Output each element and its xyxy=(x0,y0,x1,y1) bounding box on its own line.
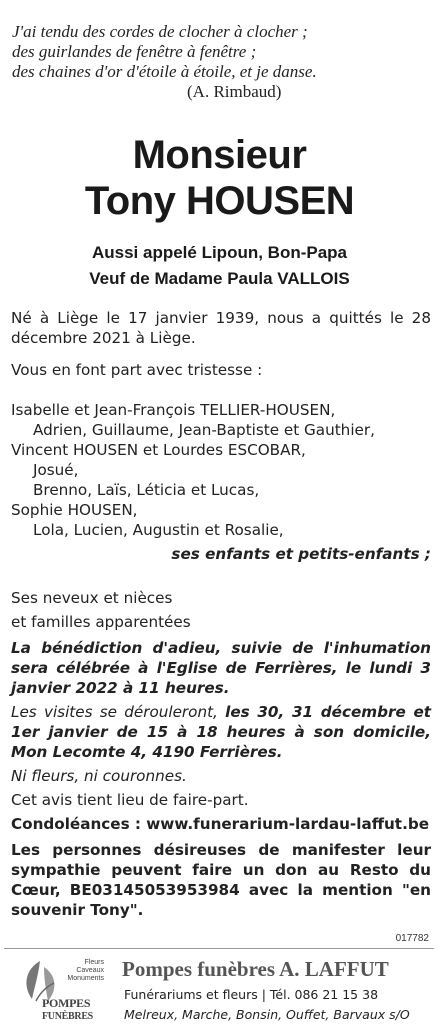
deceased-subtitle xyxy=(0,240,439,292)
family-line: Isabelle et Jean-François TELLIER-HOUSEN, xyxy=(11,401,336,419)
obituary-body xyxy=(11,308,431,920)
deceased-name-block xyxy=(0,132,439,224)
alias-line: Aussi appelé Lipoun, Bon-Papa xyxy=(91,243,348,262)
family-list xyxy=(11,400,431,540)
funeral-home-contact: Funérariums et fleurs | Tél. 086 21 15 38 xyxy=(124,987,379,1002)
family-line: Lola, Lucien, Augustin et Rosalie, xyxy=(33,521,284,539)
announcement: Vous en font part avec tristesse : xyxy=(11,361,263,379)
ceremony-paragraph: La bénédiction d'adieu, suivie de l'inhumation sera célébrée à l'Eglise de Ferrières, le lundi 3 janvier 2022 à 11 heures. xyxy=(11,639,431,697)
poem-author: (A. Rimbaud) xyxy=(187,82,282,101)
funeral-home-logo xyxy=(6,953,116,1031)
funeral-home-locations: Melreux, Marche, Bonsin, Ouffet, Barvaux s/O xyxy=(124,1007,410,1022)
birth-paragraph: Né à Liège le 17 janvier 1939, nous a quittés le 28 décembre 2021 à Liège. xyxy=(11,309,431,347)
deceased-name: Tony HOUSEN xyxy=(84,179,355,223)
no-flowers: Ni fleurs, ni couronnes. xyxy=(11,767,187,785)
honorific: Monsieur xyxy=(132,133,307,177)
poem-line: des chaines d'or d'étoile à étoile, et je danse. xyxy=(12,62,317,81)
reference-number: 017782 xyxy=(395,933,429,944)
poem-line: des guirlandes de fenêtre à fenêtre ; xyxy=(12,42,257,61)
widower-line: Veuf de Madame Paula VALLOIS xyxy=(89,269,350,288)
visits-intro: Les visites se dérouleront, xyxy=(11,703,218,721)
relatives-line: et familles apparentées xyxy=(11,613,191,631)
logo-word: Fleurs xyxy=(84,959,104,966)
relatives-line: Ses neveux et nièces xyxy=(11,589,173,607)
logo-word: Caveaux xyxy=(76,967,104,974)
visits-details: les 30, 31 décembre et 1er janvier de 15 à 18 heures à son domicile, Mon Lecomte 4, 4190 Ferrières. xyxy=(11,703,432,761)
logo-words xyxy=(64,959,104,983)
family-line: Sophie HOUSEN, xyxy=(11,501,138,519)
poem-line: J'ai tendu des cordes de clocher à clocher ; xyxy=(12,22,308,41)
poem-quote xyxy=(12,22,432,102)
family-line: Josué, xyxy=(33,461,79,479)
family-line: Adrien, Guillaume, Jean-Baptiste et Gauthier, xyxy=(33,421,375,439)
family-line: Brenno, Laïs, Léticia et Lucas, xyxy=(33,481,260,499)
condolences-line: Condoléances : www.funerarium-lardau-laffut.be xyxy=(11,815,430,833)
logo-brand-line: FUNÈBRES xyxy=(42,1011,93,1022)
logo-brand-line: POMPES xyxy=(42,996,91,1010)
funeral-home-footer xyxy=(4,948,434,1031)
visits-paragraph xyxy=(11,702,431,762)
notice-line: Cet avis tient lieu de faire-part. xyxy=(11,791,249,809)
logo-brand xyxy=(42,997,93,1023)
family-role: ses enfants et petits-enfants ; xyxy=(171,545,431,563)
family-line: Vincent HOUSEN et Lourdes ESCOBAR, xyxy=(11,441,306,459)
funeral-home-name: Pompes funèbres A. LAFFUT xyxy=(122,957,389,981)
logo-word: Monuments xyxy=(67,975,104,982)
donation-paragraph: Les personnes désireuses de manifester leur sympathie peuvent faire un don au Resto du Cœur, BE03145053953984 avec la mention "en souvenir Tony". xyxy=(11,841,431,919)
